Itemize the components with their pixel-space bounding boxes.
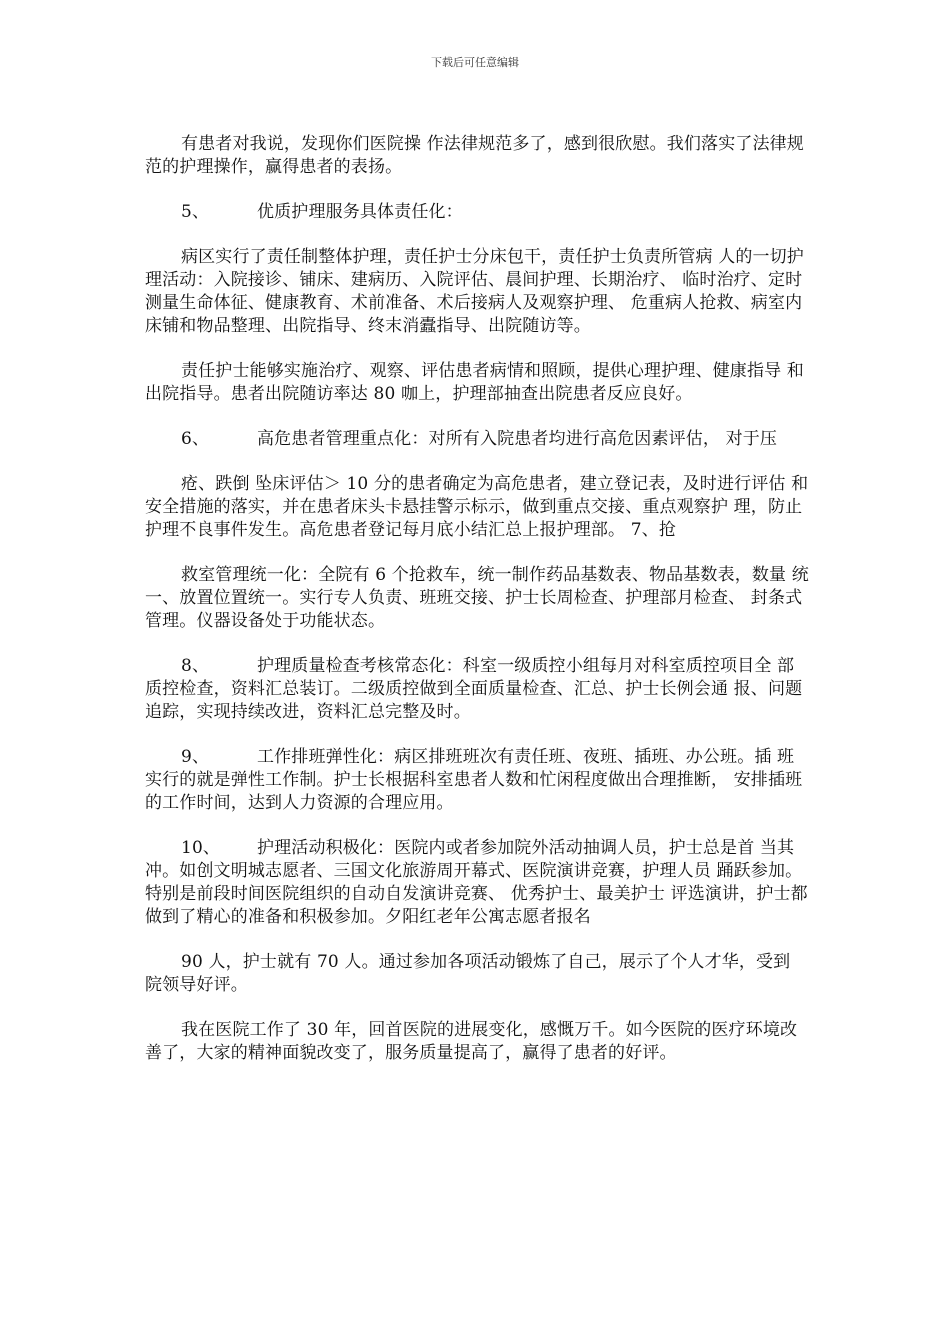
item-number: 6、 — [181, 429, 210, 449]
paragraph-item-10 — [145, 837, 810, 929]
paragraph-text: 护理质量检查考核常态化：科室一级质控小组每月对科室质控项目全 部质控检查，资料汇总装订。二级质控做到全面质量检查、汇总、护士长例会通 报、问题追踪，实现持续改进，资料汇总完整及时。 — [145, 656, 803, 722]
paragraph-text: 工作排班弹性化：病区排班班次有责任班、夜班、插班、办公班。插 班实行的就是弹性工作制。护士长根据科室患者人数和忙闲程度做出合理推断， 安排插班的工作时间，达到人力资源的合理应用。 — [145, 747, 803, 813]
paragraph-rescue-room — [145, 564, 810, 633]
paragraph-text: 疮、跌倒 坠床评估＞ 10 分的患者确定为高危患者，建立登记表，及时进行评估 和安全措施的落实，并在患者床头卡悬挂警示标示，做到重点交接、重点观察护 理，防止护理不良事件发生。高危患者登记每月底小结汇总上报护理部。 7、抢 — [145, 474, 809, 540]
item-number: 5、 — [181, 202, 210, 222]
item-number: 9、 — [181, 747, 210, 767]
item-number: 8、 — [181, 656, 210, 676]
paragraph-text: 责任护士能够实施治疗、观察、评估患者病情和照顾，提供心理护理、健康指导 和出院指导。患者出院随访率达 80 咖上，护理部抽查出院患者反应良好。 — [145, 361, 804, 404]
paragraph-text: 90 人，护士就有 70 人。通过参加各项活动锻炼了自己，展示了个人才华，受到 院领导好评。 — [145, 952, 791, 995]
paragraph-text: 我在医院工作了 30 年，回首医院的进展变化，感慨万千。如今医院的医疗环境改善了，大家的精神面貌改变了，服务质量提高了，赢得了患者的好评。 — [145, 1020, 798, 1063]
paragraph-text: 病区实行了责任制整体护理，责任护士分床包干，责任护士负责所管病 人的一切护理活动：入院接诊、铺床、建病历、入院评估、晨间护理、长期治疗、 临时治疗、定时测量生命体征、健康教育、术前准备、术后接病人及观察护理、 危重病人抢救、病室内床铺和物品整理、出院指导、终末消蠹指导、出院随访等。 — [145, 247, 804, 336]
paragraph-patient-feedback — [145, 133, 810, 179]
paragraph-conclusion — [145, 1019, 810, 1065]
paragraph-volunteer-count — [145, 951, 810, 997]
paragraph-text: 优质护理服务具体责任化： — [257, 202, 463, 222]
paragraph-item-8 — [145, 655, 810, 724]
paragraph-text: 有患者对我说，发现你们医院操 作法律规范多了，感到很欣慰。我们落实了法律规范的护理操作，赢得患者的表扬。 — [145, 134, 804, 177]
item-number: 10、 — [181, 838, 221, 858]
paragraph-item-6 — [145, 428, 810, 451]
paragraph-item-5 — [145, 201, 810, 224]
paragraph-responsible-nurse — [145, 360, 810, 406]
paragraph-text: 护理活动积极化：医院内或者参加院外活动抽调人员，护士总是首 当其冲。如创文明城志愿者、三国文化旅游周开幕式、医院演讲竞赛，护理人员 踊跃参加。特别是前段时间医院组织的自动自发演讲竞赛、 优秀护士、最美护士 评选演讲，护士都做到了精心的准备和积极参加。夕阳红老年公寓志愿者报名 — [145, 838, 808, 927]
page-header: 下载后可任意编辑 — [431, 56, 519, 69]
paragraph-item-9 — [145, 746, 810, 815]
paragraph-text: 高危患者管理重点化：对所有入院患者均进行高危因素评估， 对于压 — [257, 429, 778, 449]
document-body — [145, 133, 810, 1087]
paragraph-high-risk-details — [145, 473, 810, 542]
paragraph-responsibility-nursing — [145, 246, 810, 338]
paragraph-text: 救室管理统一化：全院有 6 个抢救车，统一制作药品基数表、物品基数表，数量 统一、放置位置统一。实行专人负责、班班交接、护士长周检查、护理部月检查、 封条式管理。仪器设备处于功能状态。 — [145, 565, 809, 631]
